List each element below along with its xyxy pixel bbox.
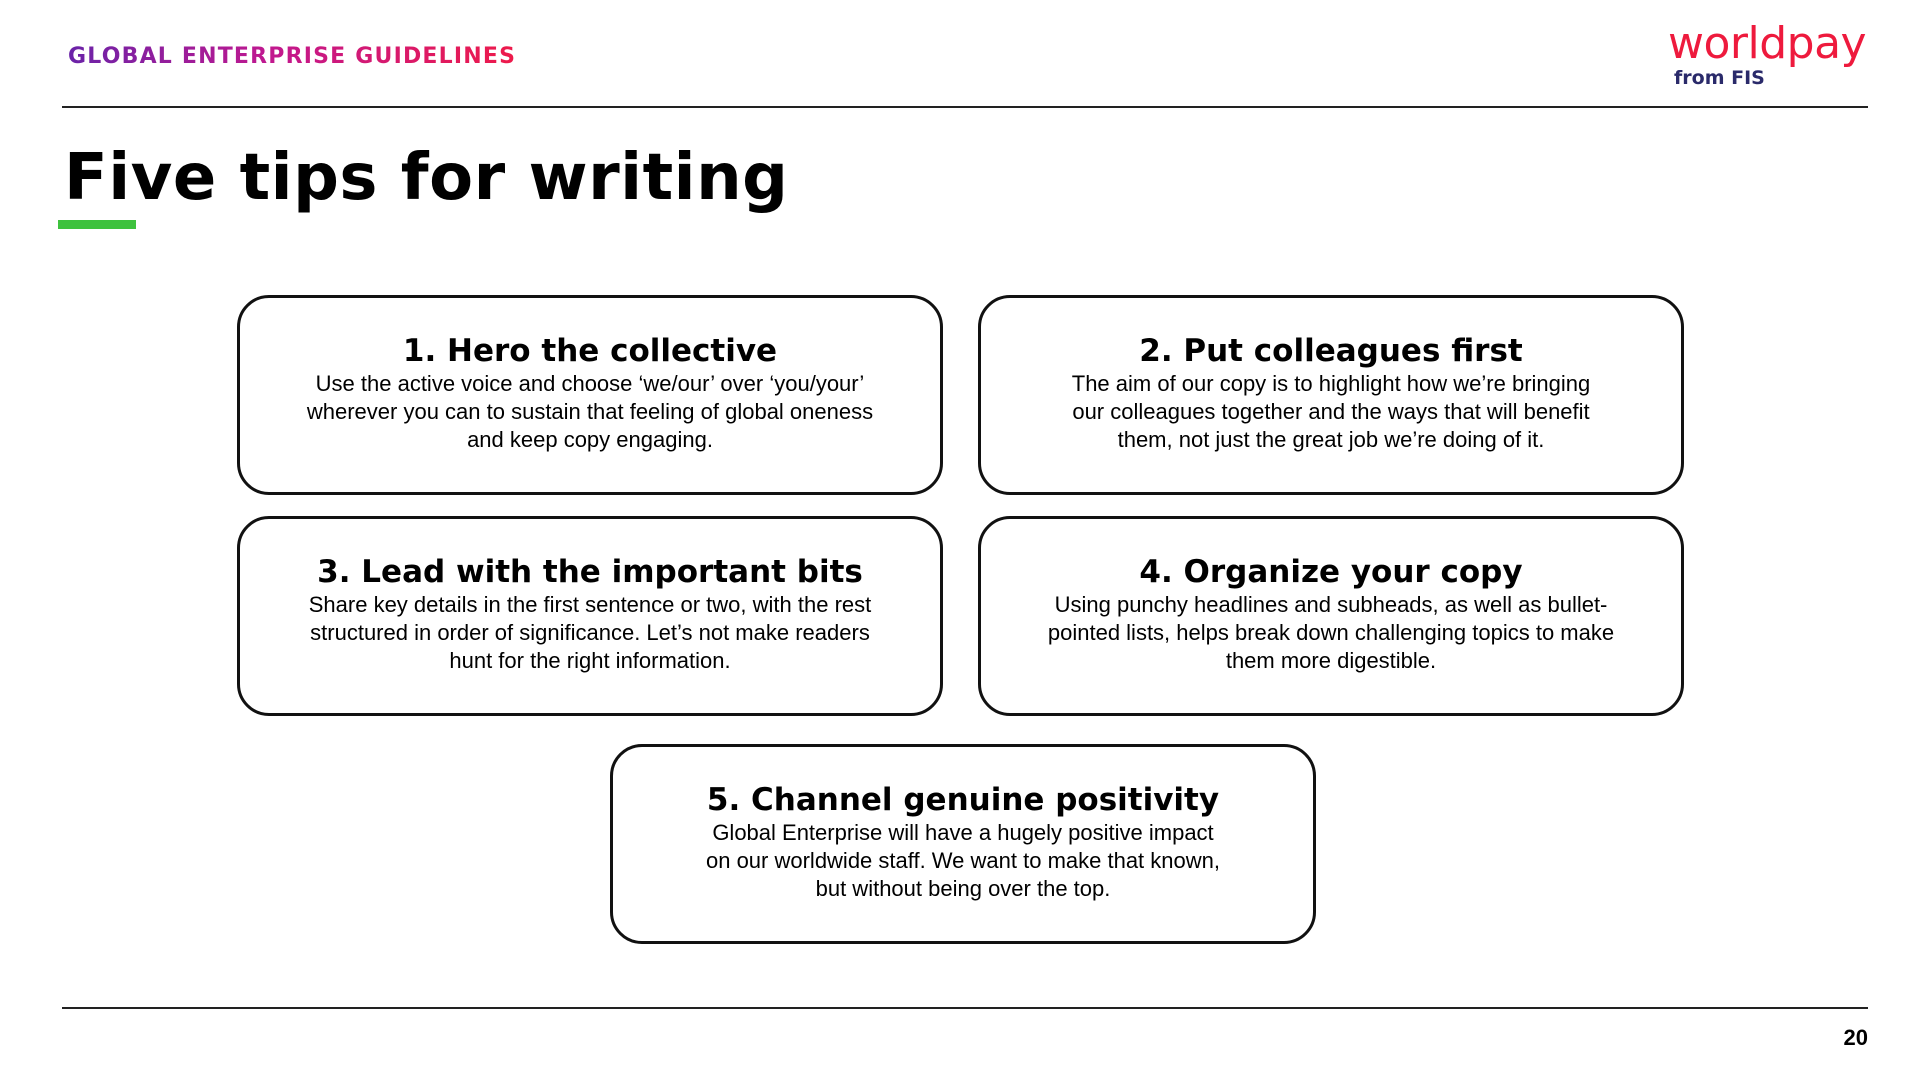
tip-line: and keep copy engaging. [467,427,713,452]
tip-line: Share key details in the first sentence or two, with the rest [308,592,872,617]
footer-divider [62,1007,1868,1009]
logo-subline: from FIS [1674,67,1765,89]
title-accent-bar [58,220,136,229]
tip-card-1 [237,295,943,495]
tip-body [1011,370,1651,454]
tip-heading: 2. Put colleagues first [1139,333,1523,369]
worldpay-logo [1668,20,1868,88]
tip-line: wherever you can to sustain that feeling of global oneness [306,399,874,424]
tip-line: our colleagues together and the ways that will benefit [1072,399,1590,424]
tip-line: them more digestible. [1225,648,1437,673]
tip-body [643,819,1283,903]
tip-card-3 [237,516,943,716]
tip-card-2 [978,295,1684,495]
tip-line: on our worldwide staff. We want to make that known, [705,848,1220,873]
tip-card-4 [978,516,1684,716]
tip-line: but without being over the top. [815,876,1111,901]
tip-line: Using punchy headlines and subheads, as well as bullet- [1054,592,1608,617]
tip-body [270,370,910,454]
document-header-label: GLOBAL ENTERPRISE GUIDELINES [68,44,517,69]
tip-heading: 5. Channel genuine positivity [706,782,1220,818]
tip-body [1011,591,1651,675]
logo-wordmark: worldpay [1668,18,1867,69]
tip-line: hunt for the right information. [449,648,731,673]
tip-line: Use the active voice and choose ‘we/our’ over ‘you/your’ [315,371,865,396]
tip-line: pointed lists, helps break down challenging topics to make [1047,620,1615,645]
header-divider [62,106,1868,108]
tip-line: them, not just the great job we’re doing of it. [1117,427,1545,452]
tip-heading: 4. Organize your copy [1139,554,1523,590]
tip-line: The aim of our copy is to highlight how we’re bringing [1071,371,1591,396]
tip-card-5 [610,744,1316,944]
tip-heading: 1. Hero the collective [402,333,778,369]
tip-line: structured in order of significance. Let’s not make readers [310,620,870,645]
tip-body [270,591,910,675]
tip-heading: 3. Lead with the important bits [317,554,863,590]
tip-line: Global Enterprise will have a hugely positive impact [712,820,1214,845]
page-title: Five tips for writing [64,141,789,215]
page-number: 20 [1843,1025,1868,1050]
